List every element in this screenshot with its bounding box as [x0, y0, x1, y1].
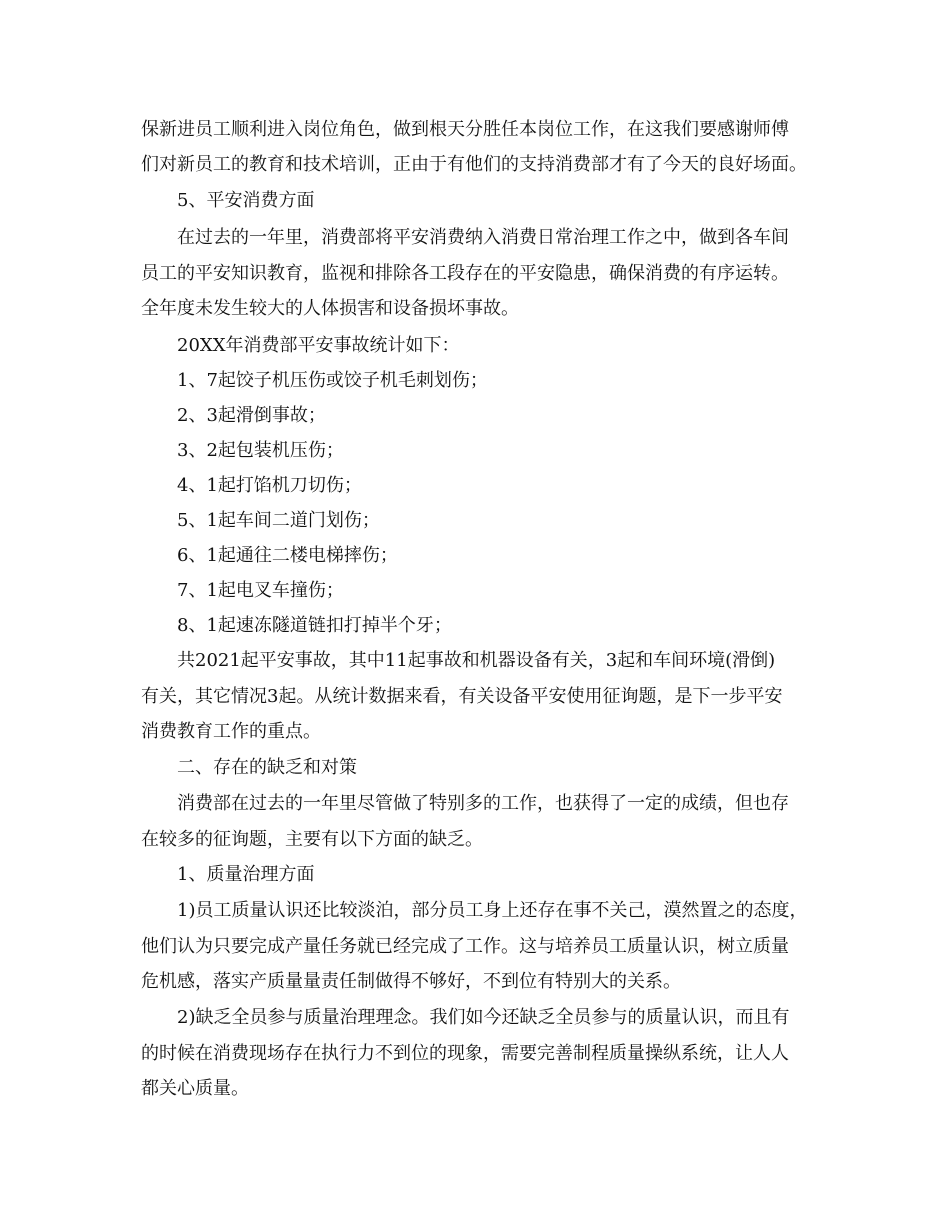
paragraph-first-line: 1)员工质量认识还比较淡泊，部分员工身上还存在事不关己，漠然置之的态度， [177, 900, 808, 921]
text-line: 危机感，落实产质量量责任制做得不够好，不到位有特别大的关系。 [141, 971, 681, 992]
list-item: 8、1起速冻隧道链扣打掉半个牙； [177, 615, 452, 636]
statistics-intro: 20XX年消费部平安事故统计如下： [177, 335, 460, 356]
text-line: 们对新员工的教育和技术培训，正由于有他们的支持消费部才有了今天的良好场面。 [141, 154, 807, 175]
list-item: 4、1起打馅机刀切伤； [177, 475, 362, 496]
text-line: 消费教育工作的重点。 [141, 721, 321, 742]
text-line: 他们认为只要完成产量任务就已经完成了工作。这与培养员工质量认识，树立质量 [141, 936, 789, 957]
text-line: 全年度未发生较大的人体损害和设备损坏事故。 [141, 298, 519, 319]
list-item: 5、1起车间二道门划伤； [177, 510, 380, 531]
section-heading: 5、平安消费方面 [177, 190, 315, 211]
paragraph-first-line: 2)缺乏全员参与质量治理理念。我们如今还缺乏全员参与的质量认识，而且有 [177, 1007, 790, 1028]
text-line: 在较多的征询题，主要有以下方面的缺乏。 [141, 829, 483, 850]
list-item: 1、7起饺子机压伤或饺子机毛刺划伤； [177, 370, 488, 391]
paragraph-first-line: 共2021起平安事故，其中11起事故和机器设备有关，3起和车间环境(滑倒) [177, 650, 776, 671]
text-line: 的时候在消费现场存在执行力不到位的现象，需要完善制程质量操纵系统，让人人 [141, 1043, 789, 1064]
list-item: 6、1起通往二楼电梯摔伤； [177, 545, 398, 566]
paragraph-first-line: 在过去的一年里，消费部将平安消费纳入消费日常治理工作之中，做到各车间 [177, 227, 789, 248]
text-line: 都关心质量。 [141, 1078, 249, 1099]
text-line: 有关，其它情况3起。从统计数据来看，有关设备平安使用征询题，是下一步平安 [141, 686, 783, 707]
list-item: 2、3起滑倒事故； [177, 405, 326, 426]
subsection-heading: 1、质量治理方面 [177, 864, 315, 885]
list-item: 3、2起包装机压伤； [177, 440, 344, 461]
text-line: 员工的平安知识教育，监视和排除各工段存在的平安隐患，确保消费的有序运转。 [141, 263, 789, 284]
paragraph-first-line: 消费部在过去的一年里尽管做了特别多的工作，也获得了一定的成绩，但也存 [177, 793, 789, 814]
text-line: 保新进员工顺利进入岗位角色，做到根天分胜任本岗位工作，在这我们要感谢师傅 [141, 119, 789, 140]
section-heading: 二、存在的缺乏和对策 [177, 757, 357, 778]
list-item: 7、1起电叉车撞伤； [177, 580, 344, 601]
